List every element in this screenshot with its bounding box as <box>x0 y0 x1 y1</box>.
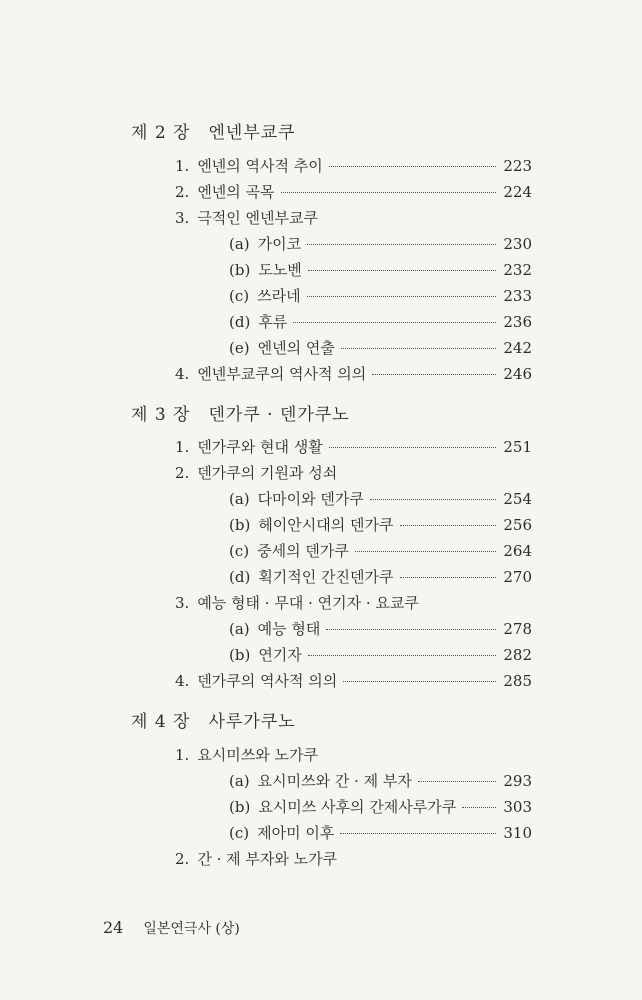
toc-entry[interactable] <box>175 155 532 176</box>
toc-subentry[interactable] <box>229 285 532 306</box>
toc-subentry[interactable] <box>229 311 532 332</box>
entry-number: (b) <box>229 261 251 279</box>
entry-number: (c) <box>229 542 250 560</box>
entry-number: 3. <box>175 209 190 227</box>
entry-number: (a) <box>229 490 250 508</box>
chapter-title: 사루가쿠노 <box>208 712 296 732</box>
chapter-heading <box>131 400 350 425</box>
entry-number: (b) <box>229 798 251 816</box>
entry-page: 236 <box>503 313 532 331</box>
entry-page: 254 <box>503 490 532 508</box>
entry-page: 278 <box>503 620 532 638</box>
entry-title: 극적인 엔넨부쿄쿠 <box>197 209 319 227</box>
entry-title: 제아미 이후 <box>257 824 335 842</box>
toc-subentry[interactable] <box>229 337 532 358</box>
entry-number: 1. <box>175 438 190 456</box>
entry-number: (d) <box>229 568 251 586</box>
entry-number: 2. <box>175 183 190 201</box>
entry-number: (b) <box>229 516 251 534</box>
toc-entry[interactable] <box>175 181 532 202</box>
dot-leader <box>372 374 496 375</box>
entry-page: 233 <box>503 287 532 305</box>
toc-subentry[interactable] <box>229 540 532 561</box>
entry-page: 282 <box>503 646 532 664</box>
chapter-heading <box>131 707 296 732</box>
entry-title: 후류 <box>258 313 288 331</box>
entry-number: (a) <box>229 772 250 790</box>
toc-subentry[interactable] <box>229 488 532 509</box>
toc-entry[interactable] <box>175 848 337 869</box>
dot-leader <box>355 551 496 552</box>
entry-number: (a) <box>229 235 250 253</box>
entry-title: 덴가쿠의 역사적 의의 <box>197 672 338 690</box>
entry-number: 4. <box>175 672 190 690</box>
toc-entry[interactable] <box>175 744 318 765</box>
entry-title: 요시미쓰와 노가쿠 <box>197 746 319 764</box>
entry-title: 쓰라네 <box>257 287 301 305</box>
toc-subentry[interactable] <box>229 822 532 843</box>
dot-leader <box>293 322 496 323</box>
entry-number: 2. <box>175 464 190 482</box>
entry-title: 덴가쿠와 현대 생활 <box>197 438 323 456</box>
entry-page: 264 <box>503 542 532 560</box>
chapter-title: 덴가쿠 · 덴가쿠노 <box>208 405 350 425</box>
entry-title: 예능 형태 · 무대 · 연기자 · 요쿄쿠 <box>197 594 419 612</box>
dot-leader <box>307 244 496 245</box>
entry-title: 엔넨의 연출 <box>257 339 335 357</box>
dot-leader <box>307 296 496 297</box>
toc-entry[interactable] <box>175 436 532 457</box>
entry-title: 엔넨부쿄쿠의 역사적 의의 <box>197 365 367 383</box>
dot-leader <box>308 655 496 656</box>
entry-title: 간 · 제 부자와 노가쿠 <box>197 850 338 868</box>
entry-title: 다마이와 덴가쿠 <box>257 490 364 508</box>
entry-page: 256 <box>503 516 532 534</box>
entry-number: 3. <box>175 594 190 612</box>
page-number: 24 <box>103 918 124 937</box>
toc-subentry[interactable] <box>229 514 532 535</box>
entry-title: 도노벤 <box>258 261 302 279</box>
dot-leader <box>341 348 496 349</box>
entry-number: (e) <box>229 339 250 357</box>
dot-leader <box>329 447 496 448</box>
dot-leader <box>343 681 496 682</box>
chapter-label: 제 2 장 <box>131 123 191 143</box>
entry-number: (a) <box>229 620 250 638</box>
entry-page: 223 <box>503 157 532 175</box>
chapter-heading <box>131 118 296 143</box>
chapter-label: 제 4 장 <box>131 712 191 732</box>
entry-number: (d) <box>229 313 251 331</box>
entry-number: 1. <box>175 157 190 175</box>
entry-title: 예능 형태 <box>257 620 321 638</box>
dot-leader <box>340 833 496 834</box>
dot-leader <box>418 781 496 782</box>
toc-subentry[interactable] <box>229 796 532 817</box>
entry-page: 310 <box>503 824 532 842</box>
entry-title: 획기적인 간진덴가쿠 <box>258 568 394 586</box>
toc-subentry[interactable] <box>229 566 532 587</box>
entry-page: 293 <box>503 772 532 790</box>
entry-title: 연기자 <box>258 646 302 664</box>
toc-entry[interactable] <box>175 592 419 613</box>
entry-page: 270 <box>503 568 532 586</box>
dot-leader <box>326 629 496 630</box>
toc-entry[interactable] <box>175 670 532 691</box>
toc-subentry[interactable] <box>229 644 532 665</box>
entry-title: 엔넨의 역사적 추이 <box>197 157 323 175</box>
entry-title: 요시미쓰와 간 · 제 부자 <box>257 772 412 790</box>
dot-leader <box>308 270 496 271</box>
entry-title: 헤이안시대의 덴가쿠 <box>258 516 394 534</box>
chapter-label: 제 3 장 <box>131 405 191 425</box>
dot-leader <box>281 192 496 193</box>
entry-page: 242 <box>503 339 532 357</box>
entry-number: (b) <box>229 646 251 664</box>
page-footer <box>103 918 240 938</box>
toc-entry[interactable] <box>175 363 532 384</box>
entry-title: 요시미쓰 사후의 간제사루가쿠 <box>258 798 457 816</box>
entry-page: 303 <box>503 798 532 816</box>
entry-number: 4. <box>175 365 190 383</box>
entry-title: 엔넨의 곡목 <box>197 183 275 201</box>
entry-number: 2. <box>175 850 190 868</box>
entry-number: 1. <box>175 746 190 764</box>
entry-title: 중세의 덴가쿠 <box>257 542 349 560</box>
entry-title: 덴가쿠의 기원과 성쇠 <box>197 464 338 482</box>
entry-page: 246 <box>503 365 532 383</box>
dot-leader <box>400 577 497 578</box>
entry-page: 251 <box>503 438 532 456</box>
entry-page: 230 <box>503 235 532 253</box>
dot-leader <box>462 807 496 808</box>
chapter-title: 엔넨부쿄쿠 <box>208 123 296 143</box>
entry-number: (c) <box>229 287 250 305</box>
entry-page: 224 <box>503 183 532 201</box>
entry-number: (c) <box>229 824 250 842</box>
toc-entry[interactable] <box>175 462 337 483</box>
dot-leader <box>400 525 497 526</box>
toc-subentry[interactable] <box>229 618 532 639</box>
toc-subentry[interactable] <box>229 259 532 280</box>
toc-subentry[interactable] <box>229 770 532 791</box>
toc-entry[interactable] <box>175 207 318 228</box>
dot-leader <box>370 499 496 500</box>
dot-leader <box>329 166 496 167</box>
running-title: 일본연극사 (상) <box>143 921 240 937</box>
toc-subentry[interactable] <box>229 233 532 254</box>
entry-title: 가이코 <box>257 235 302 253</box>
entry-page: 232 <box>503 261 532 279</box>
entry-page: 285 <box>503 672 532 690</box>
